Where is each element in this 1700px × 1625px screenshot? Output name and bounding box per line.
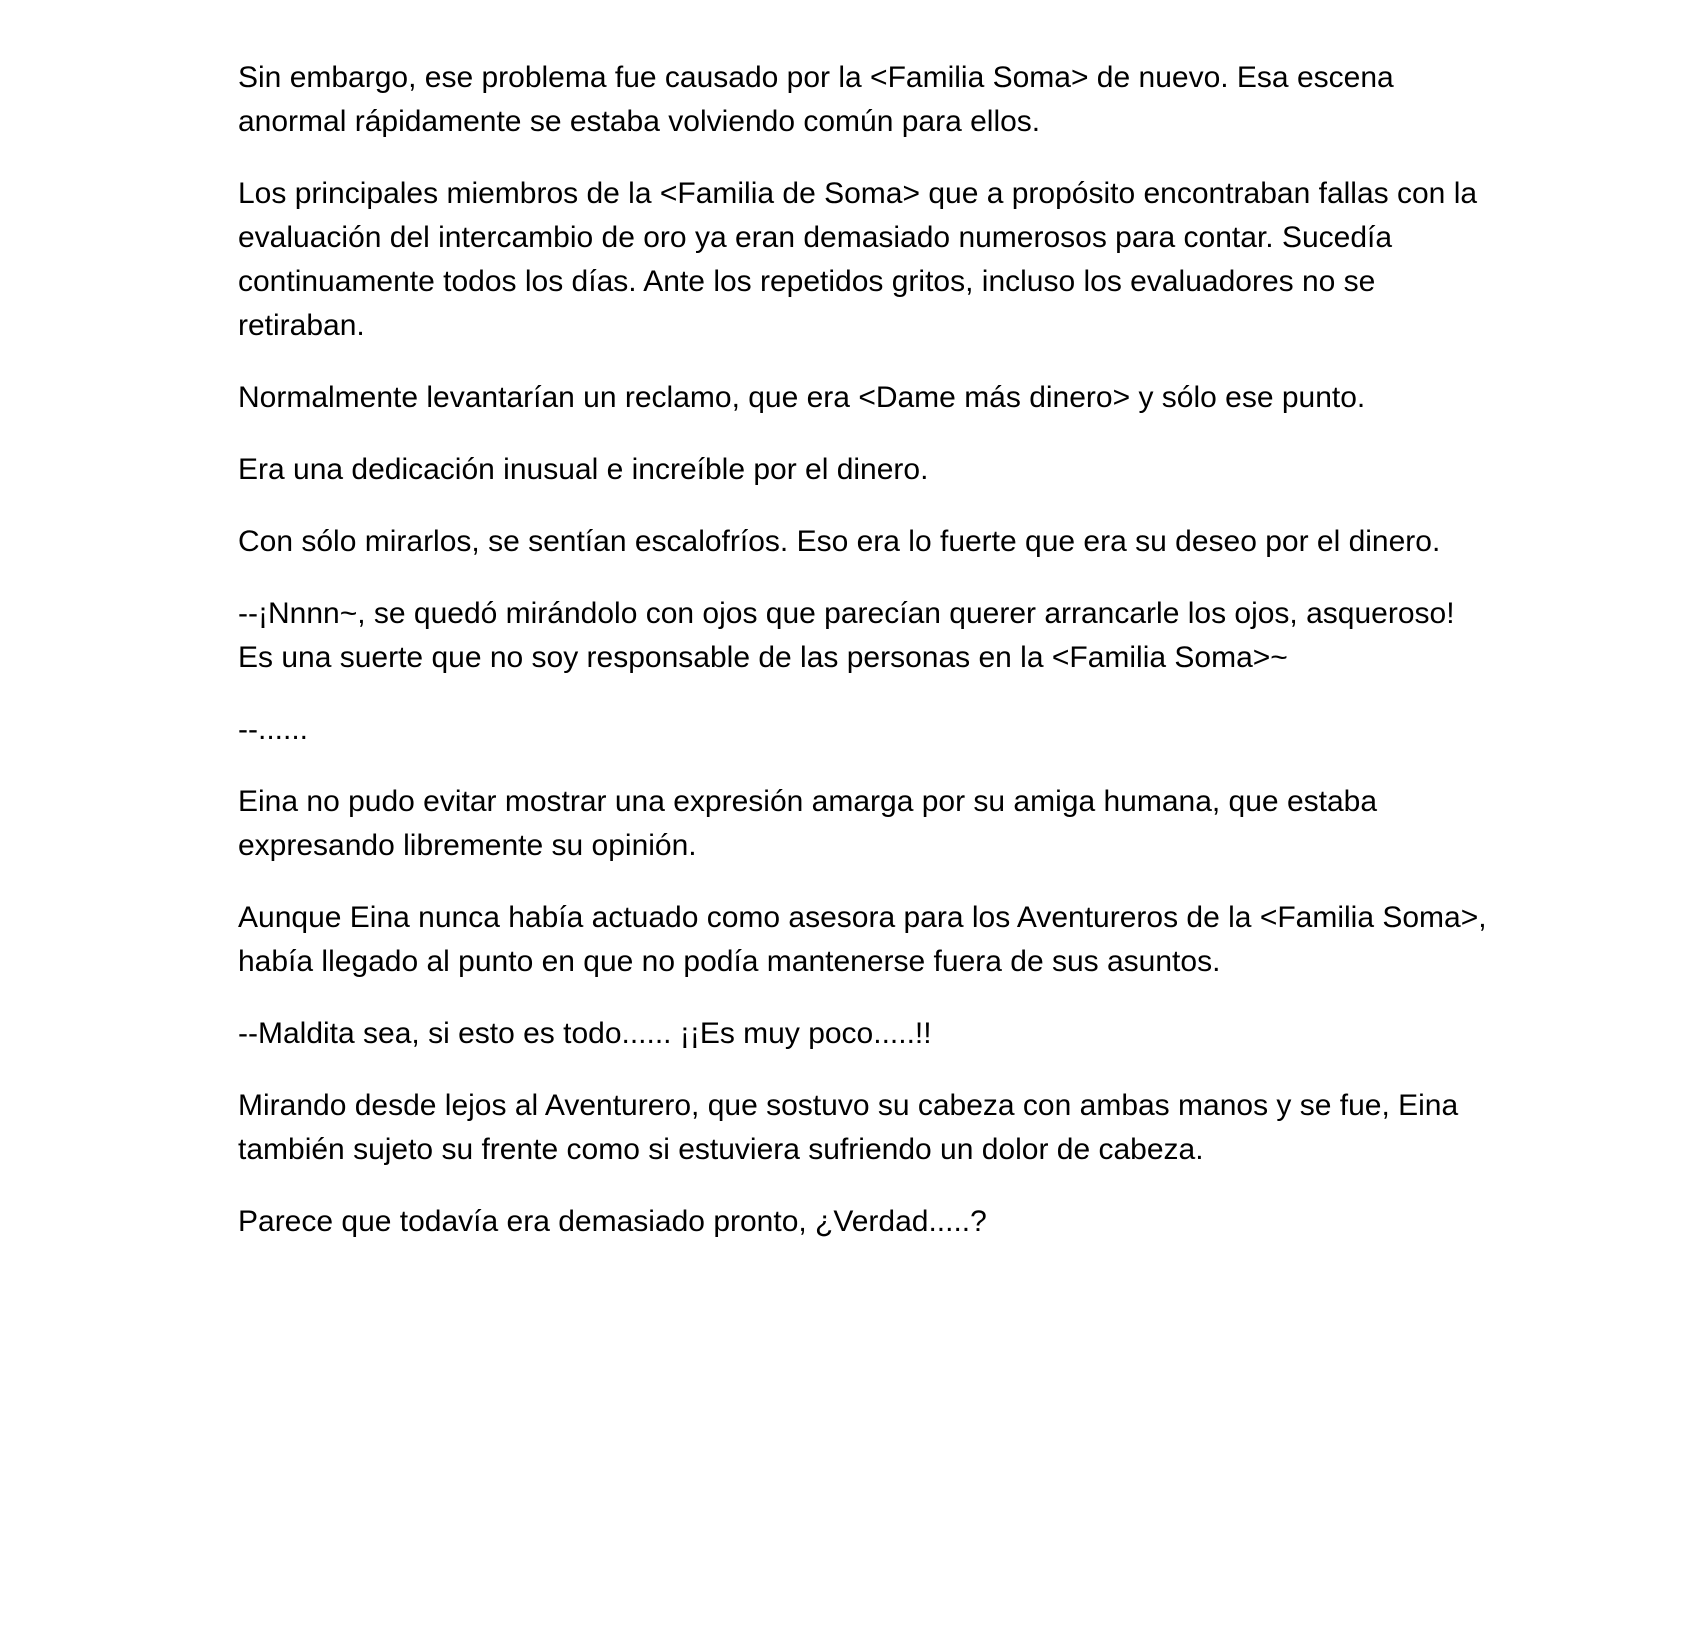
- paragraph-10: --Maldita sea, si esto es todo...... ¡¡Es muy poco.....!!: [238, 1017, 932, 1050]
- paragraph-1: Sin embargo, ese problema fue causado por la <Familia Soma> de nuevo. Esa escena anormal rápidamente se estaba volviendo común para ellos.: [238, 61, 1394, 138]
- paragraph-11: Mirando desde lejos al Aventurero, que sostuvo su cabeza con ambas manos y se fue, Eina también sujeto su frente como si estuviera sufriendo un dolor de cabeza.: [238, 1089, 1459, 1166]
- paragraph-8: Eina no pudo evitar mostrar una expresión amarga por su amiga humana, que estaba expresando libremente su opinión.: [238, 785, 1378, 862]
- paragraph-12: Parece que todavía era demasiado pronto, ¿Verdad.....?: [238, 1205, 987, 1238]
- paragraph-9: Aunque Eina nunca había actuado como asesora para los Aventureros de la <Familia Soma>, había llegado al punto en que no podía mantenerse fuera de sus asuntos.: [238, 901, 1487, 978]
- paragraph-6: --¡Nnnn~, se quedó mirándolo con ojos que parecían querer arrancarle los ojos, asqueroso! Es una suerte que no soy responsable de las personas en la <Familia Soma>~: [238, 597, 1455, 674]
- paragraph-4: Era una dedicación inusual e increíble por el dinero.: [238, 453, 929, 486]
- paragraph-2: Los principales miembros de la <Familia de Soma> que a propósito encontraban fallas con la evaluación del intercambio de oro ya eran demasiado numerosos para contar. Sucedía continuamente todos los días. Ante los repetidos gritos, incluso los evaluadores no se retiraban.: [238, 177, 1478, 342]
- paragraph-5: Con sólo mirarlos, se sentían escalofríos. Eso era lo fuerte que era su deseo por el dinero.: [238, 525, 1441, 558]
- document-body: [238, 56, 1493, 1272]
- paragraph-7: --......: [238, 713, 308, 746]
- paragraph-3: Normalmente levantarían un reclamo, que era <Dame más dinero> y sólo ese punto.: [238, 381, 1366, 414]
